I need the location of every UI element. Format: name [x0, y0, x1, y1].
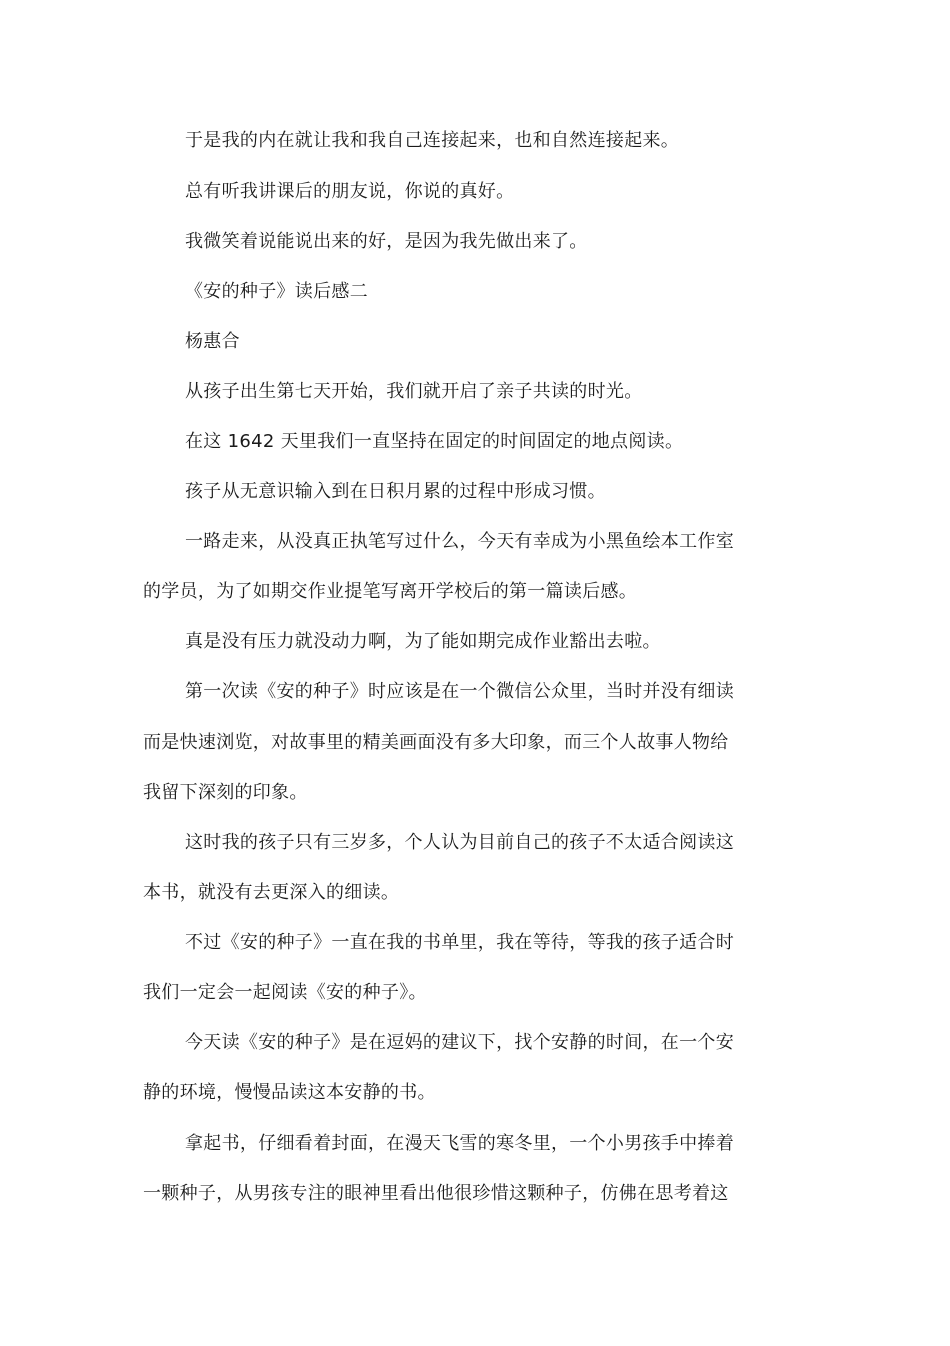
- paragraph-line: 的学员，为了如期交作业提笔写离开学校后的第一篇读后感。: [143, 581, 638, 602]
- paragraph-line: 我微笑着说能说出来的好，是因为我先做出来了。: [185, 231, 588, 252]
- paragraph-line: 今天读《安的种子》是在逗妈的建议下，找个安静的时间，在一个安: [185, 1032, 734, 1053]
- paragraph-line: 第一次读《安的种子》时应该是在一个微信公众里，当时并没有细读: [185, 681, 734, 702]
- paragraph-line: 本书，就没有去更深入的细读。: [143, 882, 400, 903]
- paragraph-line: 不过《安的种子》一直在我的书单里，我在等待，等我的孩子适合时: [185, 932, 734, 953]
- paragraph-line: 我们一定会一起阅读《安的种子》。: [143, 982, 427, 1003]
- paragraph-line: 在这 1642 天里我们一直坚持在固定的时间固定的地点阅读。: [185, 431, 684, 452]
- paragraph-line: 拿起书，仔细看着封面，在漫天飞雪的寒冬里，一个小男孩手中捧着: [185, 1133, 734, 1154]
- paragraph-line: 静的环境，慢慢品读这本安静的书。: [143, 1082, 436, 1103]
- section-title: 《安的种子》读后感二: [185, 281, 368, 302]
- paragraph-line: 总有听我讲课后的朋友说，你说的真好。: [185, 181, 515, 202]
- paragraph-line: 这时我的孩子只有三岁多，个人认为目前自己的孩子不太适合阅读这: [185, 832, 734, 853]
- paragraph-line: 而是快速浏览，对故事里的精美画面没有多大印象，而三个人故事人物给: [143, 732, 729, 753]
- paragraph-line: 一路走来，从没真正执笔写过什么，今天有幸成为小黑鱼绘本工作室: [185, 531, 734, 552]
- paragraph-line: 我留下深刻的印象。: [143, 782, 308, 803]
- paragraph-line: 孩子从无意识输入到在日积月累的过程中形成习惯。: [185, 481, 606, 502]
- paragraph-line: 从孩子出生第七天开始，我们就开启了亲子共读的时光。: [185, 381, 643, 402]
- author-name: 杨惠合: [185, 331, 240, 352]
- paragraph-line: 于是我的内在就让我和我自己连接起来，也和自然连接起来。: [185, 130, 680, 151]
- paragraph-line: 一颗种子，从男孩专注的眼神里看出他很珍惜这颗种子，仿佛在思考着这: [143, 1183, 729, 1204]
- paragraph-line: 真是没有压力就没动力啊，为了能如期完成作业豁出去啦。: [185, 631, 661, 652]
